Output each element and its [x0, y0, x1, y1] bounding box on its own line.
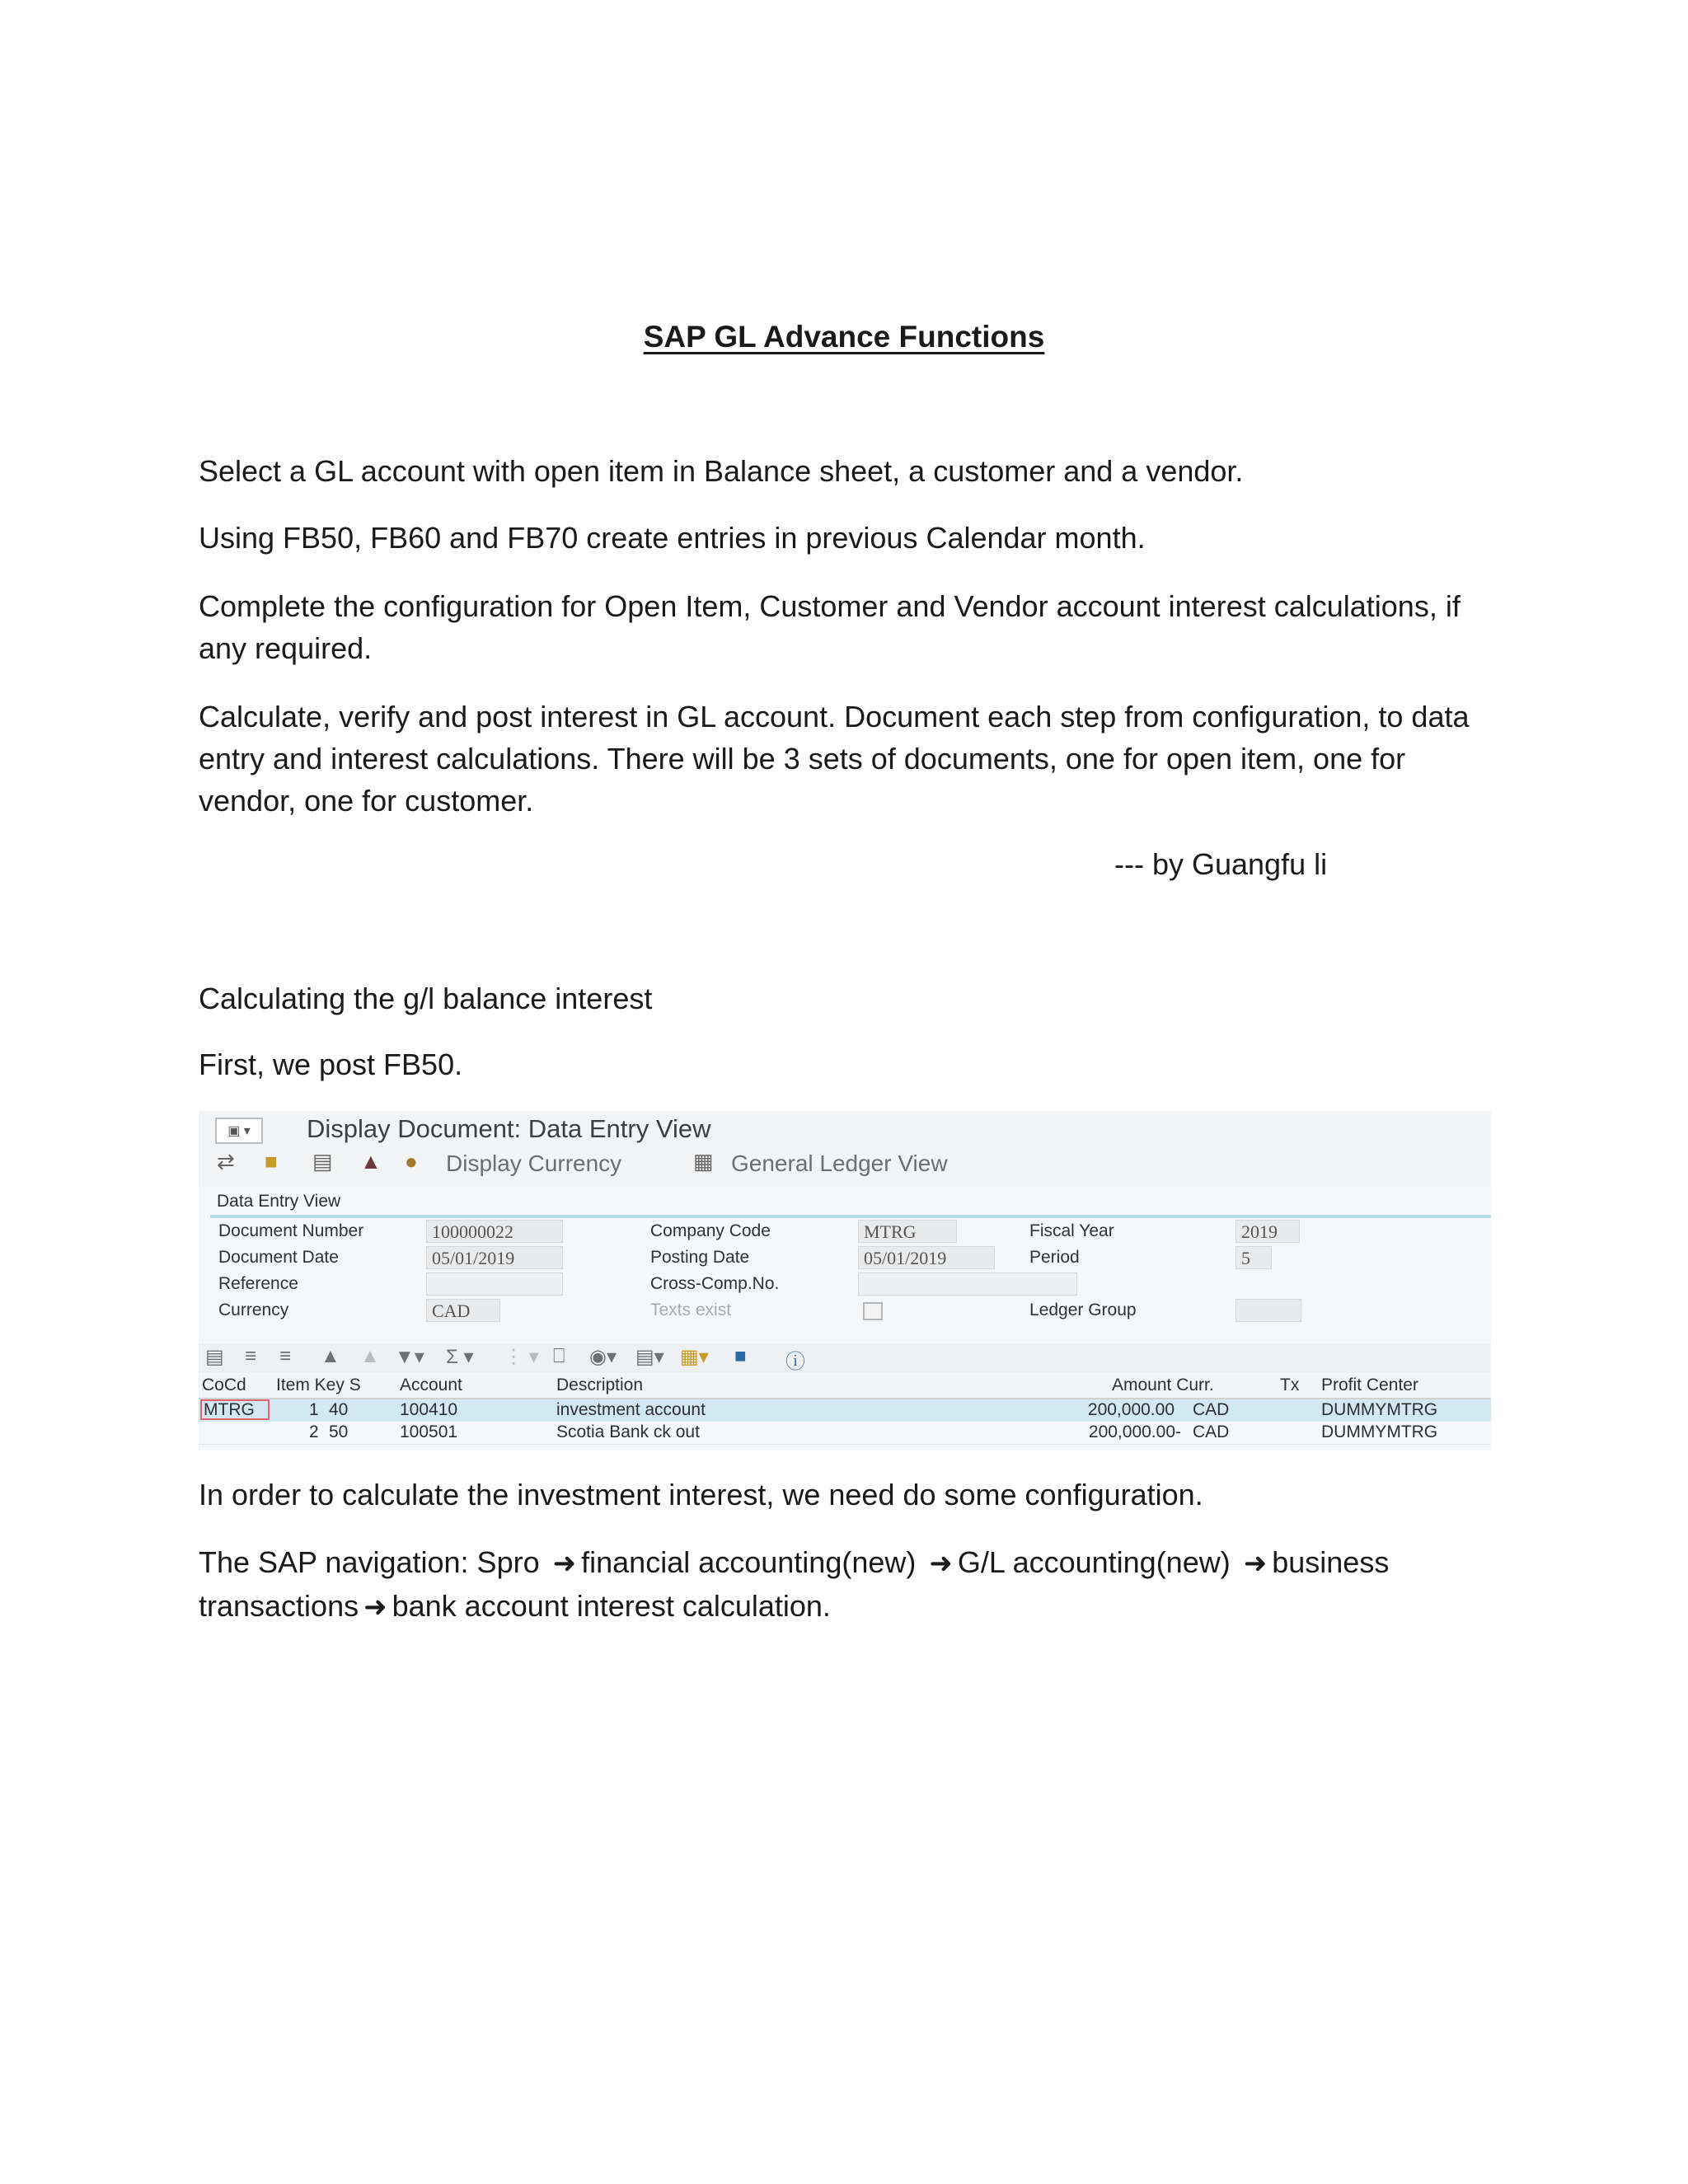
sap-menu-button[interactable]: [215, 1118, 263, 1144]
paragraph-2: Using FB50, FB60 and FB70 create entries in previous Calendar month.: [199, 521, 1146, 555]
posting-date-label: Posting Date: [650, 1248, 750, 1267]
document-date-field[interactable]: 05/01/2019: [426, 1246, 563, 1269]
display-currency-button[interactable]: Display Currency: [446, 1151, 622, 1176]
find-next-icon[interactable]: ▲: [360, 1345, 380, 1367]
cell-curr: CAD: [1193, 1400, 1230, 1419]
data-entry-view-caption: Data Entry View: [217, 1192, 341, 1211]
document-number-label: Document Number: [218, 1221, 364, 1240]
nav-step-3: business transactions: [199, 1545, 1390, 1623]
fiscal-year-label: Fiscal Year: [1029, 1221, 1114, 1240]
sort-descending-icon[interactable]: ≡: [279, 1345, 292, 1367]
navigation-prefix: The SAP navigation: Spro: [199, 1545, 540, 1579]
cell-profit-center: DUMMYMTRG: [1321, 1422, 1438, 1441]
reference-label: Reference: [218, 1274, 298, 1293]
view-icon[interactable]: ◉▾: [589, 1346, 617, 1368]
cell-account: 100501: [400, 1422, 458, 1441]
switch-icon[interactable]: ⇄: [217, 1149, 235, 1174]
intro-text: First, we post FB50.: [199, 1047, 463, 1081]
author-line: --- by Guangfu li: [1114, 847, 1328, 881]
cross-comp-label: Cross-Comp.No.: [650, 1274, 780, 1293]
col-profit-center[interactable]: Profit Center: [1321, 1376, 1418, 1394]
col-amount-curr[interactable]: Amount Curr.: [1112, 1376, 1214, 1394]
paragraph-3: Complete the configuration for Open Item, Customer and Vendor account interest calculations, if any required.: [199, 589, 1461, 665]
cell-item: 1: [309, 1400, 319, 1419]
find-icon[interactable]: ▲: [321, 1345, 340, 1367]
print-icon[interactable]: ⎕: [553, 1345, 565, 1367]
section-heading: Calculating the g/l balance interest: [199, 982, 653, 1015]
reference-field[interactable]: [426, 1272, 563, 1296]
navigation-path: [199, 1541, 1509, 1629]
currency-icon: ●: [405, 1149, 418, 1174]
document-date-label: Document Date: [218, 1248, 339, 1267]
document-title: SAP GL Advance Functions: [643, 320, 1045, 354]
general-ledger-view-button[interactable]: General Ledger View: [731, 1151, 948, 1176]
details-icon[interactable]: ▤: [205, 1346, 224, 1368]
currency-field[interactable]: CAD: [426, 1299, 500, 1322]
sort-ascending-icon[interactable]: ≡: [245, 1345, 257, 1367]
tax-icon[interactable]: ▤: [312, 1149, 333, 1174]
ledger-icon: ▦: [693, 1149, 714, 1174]
grid-toolbar: [199, 1343, 1491, 1373]
cell-item: 2: [309, 1422, 319, 1441]
subtotal-icon[interactable]: ⋮ ▾: [504, 1346, 539, 1368]
col-description[interactable]: Description: [556, 1376, 644, 1394]
cell-profit-center: DUMMYMTRG: [1321, 1400, 1438, 1419]
sap-window-title: Display Document: Data Entry View: [307, 1114, 711, 1143]
period-label: Period: [1029, 1248, 1080, 1267]
cell-amount: 200,000.00-: [1088, 1422, 1181, 1441]
document-number-field[interactable]: 100000022: [426, 1220, 563, 1243]
export-icon[interactable]: ▤▾: [635, 1346, 664, 1368]
header-divider: [210, 1215, 1491, 1218]
hat-icon[interactable]: ▲: [360, 1149, 382, 1174]
after-screenshot-text: In order to calculate the investment interest, we need do some configuration.: [199, 1478, 1203, 1511]
cell-description: investment account: [556, 1400, 706, 1419]
cell-account: 100410: [400, 1400, 458, 1419]
company-code-label: Company Code: [650, 1221, 771, 1240]
cross-comp-field[interactable]: [858, 1272, 1077, 1296]
filter-icon[interactable]: ▼▾: [395, 1346, 424, 1368]
fiscal-year-field[interactable]: 2019: [1236, 1220, 1300, 1243]
ledger-group-label: Ledger Group: [1029, 1301, 1137, 1319]
menu-icon: ▣ ▾: [227, 1124, 251, 1138]
texts-exist-label: Texts exist: [650, 1301, 732, 1319]
cell-key: 40: [329, 1400, 349, 1419]
col-item-key[interactable]: Item Key S: [276, 1376, 361, 1394]
arrow-right-icon: ➜: [929, 1548, 953, 1579]
col-account[interactable]: Account: [400, 1376, 462, 1394]
chart-icon[interactable]: ■: [734, 1345, 747, 1367]
currency-label: Currency: [218, 1301, 289, 1319]
period-field[interactable]: 5: [1236, 1246, 1272, 1269]
col-tx[interactable]: Tx: [1280, 1376, 1300, 1394]
table-header: [199, 1375, 1491, 1399]
col-cocd[interactable]: CoCd: [202, 1376, 246, 1394]
cell-description: Scotia Bank ck out: [556, 1422, 700, 1441]
table-row[interactable]: [199, 1399, 1491, 1422]
cell-amount: 200,000.00: [1087, 1400, 1175, 1419]
paragraph-1: Select a GL account with open item in Balance sheet, a customer and a vendor.: [199, 454, 1244, 488]
nav-step-4: bank account interest calculation.: [392, 1589, 831, 1623]
ledger-group-field[interactable]: [1236, 1299, 1301, 1322]
layout-icon[interactable]: ▦▾: [680, 1346, 709, 1368]
company-code-field[interactable]: MTRG: [858, 1220, 957, 1243]
folder-icon[interactable]: ■: [265, 1149, 278, 1174]
arrow-right-icon: ➜: [1243, 1548, 1268, 1579]
sum-icon[interactable]: Σ ▾: [446, 1346, 474, 1368]
sap-screenshot: [199, 1111, 1491, 1451]
cell-cocd: MTRG: [204, 1400, 255, 1419]
nav-step-1: financial accounting(new): [581, 1545, 917, 1579]
nav-step-2: G/L accounting(new): [957, 1545, 1231, 1579]
cell-curr: CAD: [1193, 1422, 1230, 1441]
table-row[interactable]: [199, 1422, 1491, 1445]
texts-exist-checkbox[interactable]: [863, 1302, 883, 1320]
posting-date-field[interactable]: 05/01/2019: [858, 1246, 995, 1269]
paragraph-4: Calculate, verify and post interest in GL account. Document each step from configuration, to data entry and interest calculations. There will be 3 sets of documents, one for open item, one for vendor, one for customer.: [199, 700, 1470, 818]
arrow-right-icon: ➜: [363, 1591, 387, 1623]
cell-key: 50: [329, 1422, 349, 1441]
info-icon[interactable]: ⓘ: [785, 1351, 805, 1373]
arrow-right-icon: ➜: [552, 1548, 577, 1579]
